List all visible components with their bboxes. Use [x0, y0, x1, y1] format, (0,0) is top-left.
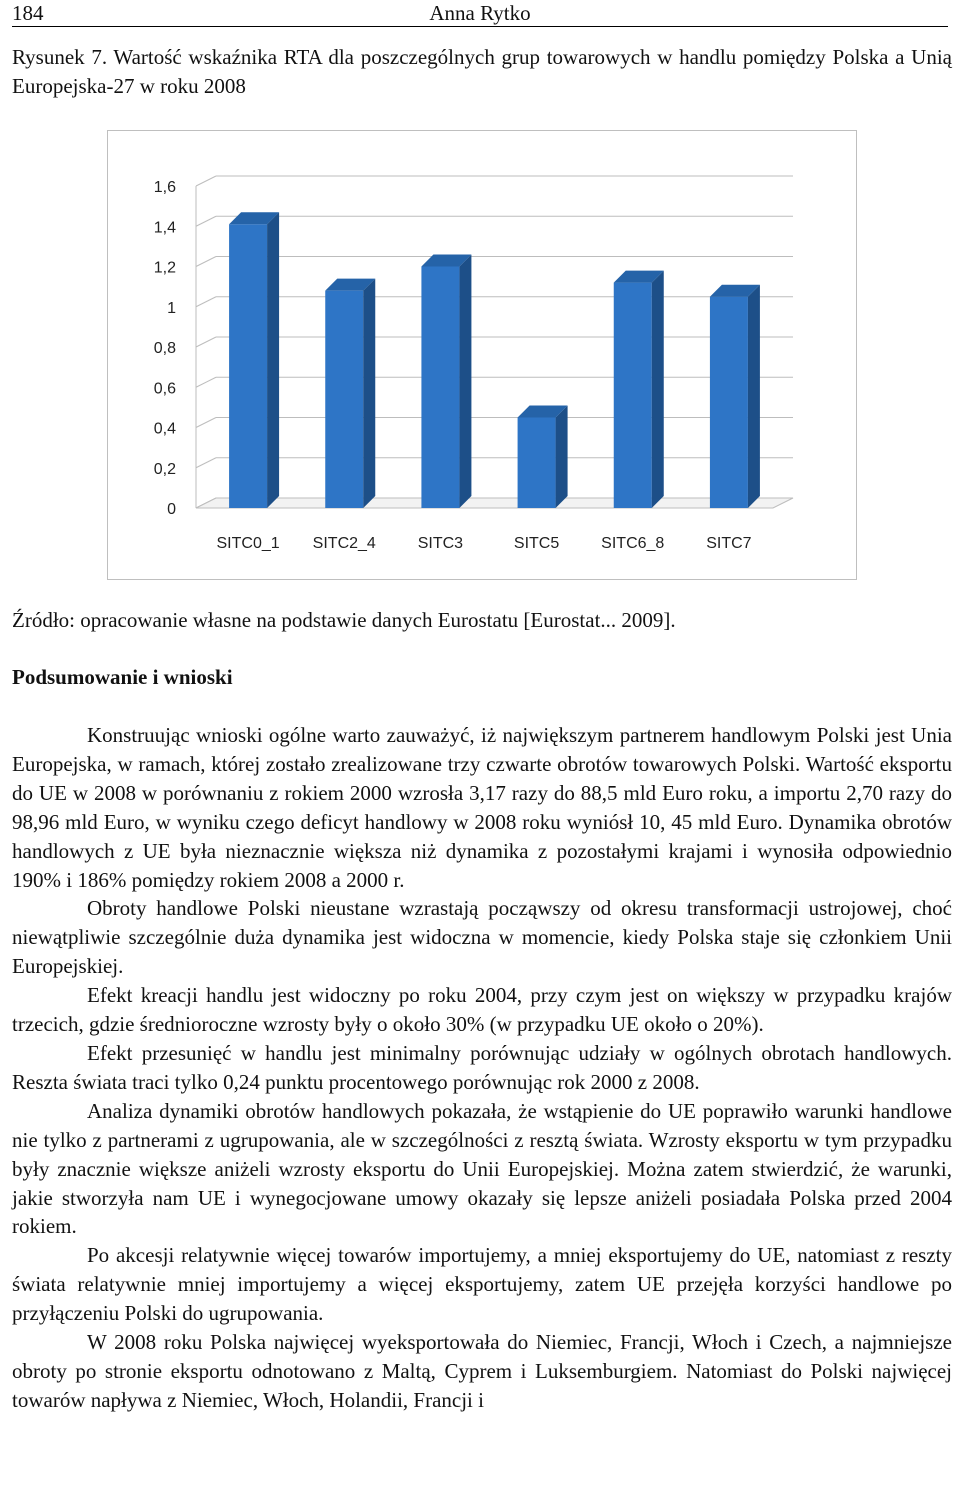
- rta-bar-chart: [107, 130, 857, 580]
- x-tick-label: SITC5: [513, 535, 560, 552]
- bar-side: [556, 405, 568, 508]
- bar: [614, 283, 652, 508]
- paragraph: Po akcesji relatywnie więcej towarów importujemy, a mniej eksportujemy do UE, natomiast z reszty świata relatywnie mniej importujemy a więcej eksportujemy, zatem UE przejęła korzyści handlowe po przyłączeniu Polski do ugrupowania.: [12, 1243, 952, 1326]
- bar-side: [748, 285, 760, 508]
- y-tick-label: 0,2: [153, 460, 176, 478]
- gridline-depth: [196, 418, 216, 428]
- gridline-depth: [196, 458, 216, 468]
- bar-side: [459, 255, 471, 509]
- paragraph: Analiza dynamiki obrotów handlowych pokazała, że wstąpienie do UE poprawiło warunki handlowe nie tylko z partnerami z ugrupowania, ale w szczególności z resztą świata. Wzrosty eksportu w tym przypadku były znacznie większe aniżeli wzrosty eksportu do Unii Europejskiej. Można zatem stwierdzić, że warunki, jakie stworzyła nam UE i wynegocjowane umowy okazały się lepsze aniżeli posiadała Polska przed 2004 rokiem.: [12, 1098, 952, 1239]
- bar-side: [652, 271, 664, 508]
- paragraph: Obroty handlowe Polski nieustane wzrastają począwszy od okresu transformacji ustrojowej, choć niewątpliwie szczególnie duża dynamika jest widoczna w momencie, kiedy Polska staje się członkiem Unii Europejskiej.: [12, 896, 952, 979]
- gridline-depth: [196, 176, 216, 186]
- y-tick-label: 0,8: [153, 340, 176, 357]
- body-text: [12, 721, 952, 1412]
- y-tick-label: 1,4: [153, 219, 176, 237]
- y-tick-label: 0: [167, 501, 176, 518]
- x-tick-label: SITC7: [706, 535, 752, 552]
- x-tick-label: SITC2_4: [312, 535, 376, 552]
- bar-side: [267, 212, 279, 508]
- figure-source: Źródło: opracowanie własne na podstawie danych Eurostatu [Eurostat... 2009].: [12, 608, 676, 632]
- bar: [518, 417, 556, 508]
- running-header: [12, 0, 948, 27]
- y-tick-label: 1,6: [153, 179, 176, 196]
- paragraph: W 2008 roku Polska najwięcej wyeksportowała do Niemiec, Francji, Włoch i Czech, a najmniejsze obroty po stronie eksportu odnotowano z Maltą, Cyprem i Luksemburgiem. Natomiast do Polski najwięcej towarów napływa z Niemiec, Włoch, Holandii, Francji i: [12, 1330, 952, 1412]
- paragraph: Efekt kreacji handlu jest widoczny po roku 2004, przy czym jest on większy w przypadku krajów trzecich, gdzie średnioroczne wzrosty były o około 30% (w przypadku UE około o 20%).: [12, 983, 952, 1037]
- bar: [421, 267, 459, 509]
- x-tick-label: SITC3: [417, 535, 464, 552]
- bar-side: [363, 279, 375, 508]
- x-tick-label: SITC6_8: [601, 535, 665, 552]
- bar: [325, 291, 363, 508]
- y-tick-label: 1,2: [153, 259, 176, 277]
- gridline-depth: [196, 216, 216, 226]
- gridline-depth: [196, 257, 216, 267]
- bar: [229, 224, 267, 508]
- chart-canvas: [108, 131, 856, 579]
- running-header-author: Anna Rytko: [429, 1, 531, 25]
- y-tick-label: 0,6: [153, 380, 176, 398]
- section-title: Podsumowanie i wnioski: [12, 665, 233, 689]
- gridline-depth: [196, 377, 216, 387]
- bar: [710, 297, 748, 508]
- page-number: 184: [12, 1, 44, 25]
- paragraph: Konstruując wnioski ogólne warto zauważyć, iż największym partnerem handlowym Polski jest Unia Europejska, w ramach, której zostało zrealizowane trzy czwarte obrotów towarowych Polski. Wartość eksportu do UE w 2008 w porównaniu z rokiem 2000 wzrosła 3,17 razy do 88,5 mld Euro roku, a importu 2,70 razy do 98,96 mld Euro, w wyniku czego deficyt handlowy w 2008 roku wyniósł 10, 45 mld Euro. Dynamika obrotów handlowych z UE była nieznacznie większa niż dynamika z pozostałymi krajami i wynosiła odpowiednio 190% i 186% pomiędzy rokiem 2008 a 2000 r.: [12, 723, 952, 892]
- y-tick-label: 1: [167, 299, 176, 317]
- paragraph: Efekt przesunięć w handlu jest minimalny porównując udziały w ogólnych obrotach handlowych. Reszta świata traci tylko 0,24 punktu procentowego porównując rok 2000 z 2008.: [12, 1040, 952, 1094]
- chart-floor: [196, 498, 793, 508]
- figure-caption: Rysunek 7. Wartość wskaźnika RTA dla poszczególnych grup towarowych w handlu pomiędzy Polska a Unią Europejska-27 w roku 2008: [12, 45, 952, 98]
- x-tick-label: SITC0_1: [216, 535, 280, 552]
- gridline-depth: [196, 337, 216, 347]
- y-tick-label: 0,4: [153, 420, 176, 438]
- gridline-depth: [196, 297, 216, 307]
